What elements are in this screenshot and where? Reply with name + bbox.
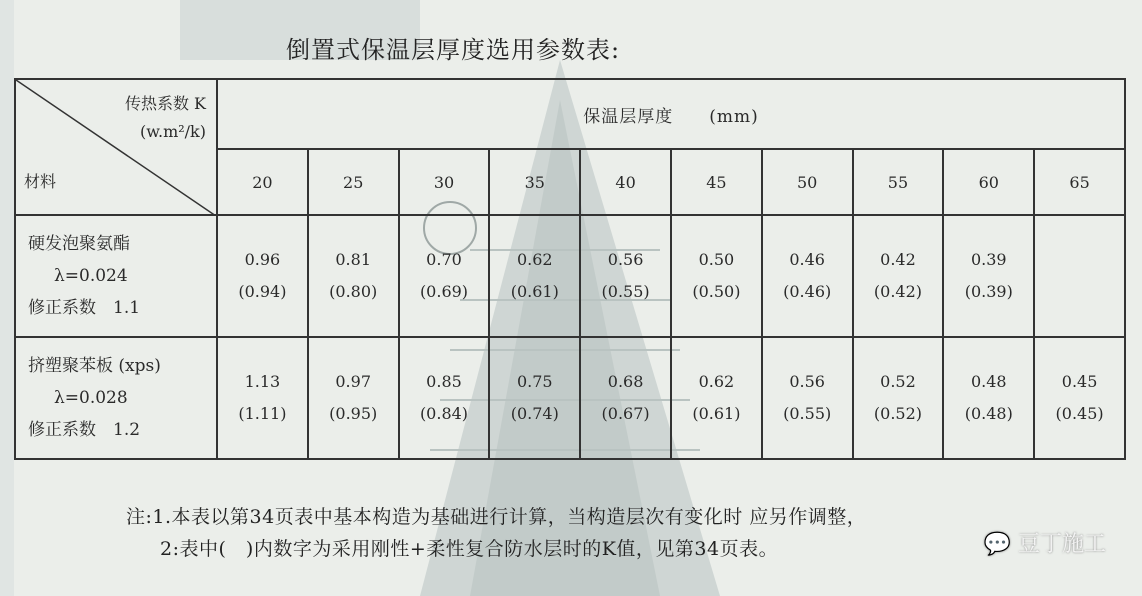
note-line-1: 注:1.本表以第34页表中基本构造为基础进行计算，当构造层次有变化时 应另作调整， bbox=[126, 506, 867, 528]
k-value-cell bbox=[489, 337, 580, 459]
thickness-cell: 35 bbox=[489, 149, 580, 215]
k-value-composite: (0.80) bbox=[329, 282, 378, 301]
k-value-cell bbox=[399, 337, 490, 459]
k-value: 0.68 bbox=[607, 372, 644, 391]
k-value-composite: (0.52) bbox=[873, 404, 923, 423]
k-header-line2: (w.m²/k) bbox=[139, 122, 206, 141]
k-value: 0.48 bbox=[970, 372, 1007, 391]
material-name: 硬发泡聚氨酯 bbox=[28, 234, 130, 254]
k-value-cell bbox=[853, 215, 944, 337]
material-cell bbox=[15, 337, 217, 459]
k-value-composite: (0.61) bbox=[692, 404, 741, 423]
k-value-composite: (0.95) bbox=[329, 404, 378, 423]
thickness-cell: 40 bbox=[580, 149, 671, 215]
watermark bbox=[984, 527, 1106, 558]
k-value-composite: (0.50) bbox=[692, 282, 741, 301]
k-value-composite: (0.61) bbox=[510, 282, 559, 301]
k-value-cell bbox=[671, 337, 762, 459]
k-value-cell bbox=[1034, 215, 1125, 337]
k-value-cell bbox=[217, 215, 308, 337]
k-value: 0.46 bbox=[789, 250, 825, 269]
k-value-cell bbox=[308, 337, 399, 459]
k-value: 0.42 bbox=[880, 250, 916, 269]
k-value: 0.97 bbox=[335, 372, 371, 391]
k-value-cell bbox=[399, 215, 490, 337]
k-value-composite: (0.42) bbox=[873, 282, 923, 301]
material-name: 挤塑聚苯板 (xps) bbox=[28, 356, 161, 376]
k-value-cell bbox=[580, 337, 671, 459]
k-value: 0.56 bbox=[789, 372, 825, 391]
page-title: 倒置式保温层厚度选用参数表: bbox=[286, 36, 621, 64]
chat-bubble-icon: 💬 bbox=[983, 532, 1011, 557]
k-value: 0.52 bbox=[880, 372, 916, 391]
thickness-cell: 50 bbox=[762, 149, 853, 215]
k-value-cell bbox=[308, 215, 399, 337]
thickness-cell: 55 bbox=[853, 149, 944, 215]
k-value: 0.45 bbox=[1061, 372, 1098, 391]
k-value-composite: (0.45) bbox=[1055, 404, 1104, 423]
k-value: 0.85 bbox=[426, 372, 462, 391]
k-header bbox=[125, 90, 206, 146]
k-value: 0.70 bbox=[426, 250, 462, 269]
k-value-cell bbox=[762, 337, 853, 459]
note-line-2: 2:表中( )内数字为采用刚性+柔性复合防水层时的K值，见第34页表。 bbox=[160, 538, 779, 560]
material-header: 材料 bbox=[24, 172, 57, 191]
header-corner-cell bbox=[15, 79, 217, 215]
k-value-composite: (0.74) bbox=[510, 404, 559, 423]
k-value-composite: (0.84) bbox=[419, 404, 469, 423]
watermark-text: 豆丁施工 bbox=[1017, 532, 1106, 557]
material-lambda: λ=0.028 bbox=[54, 388, 128, 408]
k-value: 0.75 bbox=[516, 372, 553, 391]
k-header-line1: 传热系数 K bbox=[124, 94, 206, 113]
k-value: 0.81 bbox=[335, 250, 371, 269]
k-value-composite: (0.39) bbox=[964, 282, 1013, 301]
k-value-cell bbox=[853, 337, 944, 459]
k-value-cell bbox=[762, 215, 853, 337]
k-value-cell bbox=[943, 215, 1034, 337]
thickness-cell: 30 bbox=[399, 149, 490, 215]
k-value: 0.62 bbox=[516, 250, 553, 269]
k-value: 0.62 bbox=[698, 372, 735, 391]
k-value: 0.96 bbox=[244, 250, 281, 269]
k-value-composite: (0.94) bbox=[238, 282, 287, 301]
k-value: 0.39 bbox=[970, 250, 1007, 269]
table-row bbox=[15, 215, 1125, 337]
thickness-cell: 20 bbox=[217, 149, 308, 215]
k-value: 0.50 bbox=[698, 250, 735, 269]
k-value-composite: (0.69) bbox=[419, 282, 469, 301]
thickness-cell: 25 bbox=[308, 149, 399, 215]
k-value: 1.13 bbox=[244, 372, 281, 391]
k-value-cell bbox=[489, 215, 580, 337]
k-value-cell bbox=[580, 215, 671, 337]
k-value: 0.56 bbox=[607, 250, 644, 269]
material-factor: 修正系数 1.2 bbox=[28, 420, 141, 440]
k-value-composite: (0.46) bbox=[783, 282, 832, 301]
thickness-cell: 60 bbox=[943, 149, 1034, 215]
k-value-cell bbox=[217, 337, 308, 459]
material-lambda: λ=0.024 bbox=[54, 266, 128, 286]
parameter-table bbox=[14, 78, 1126, 460]
material-factor: 修正系数 1.1 bbox=[28, 298, 141, 318]
k-value-composite: (1.11) bbox=[238, 404, 287, 423]
thickness-header: 保温层厚度 (mm) bbox=[217, 79, 1125, 149]
thickness-cell: 65 bbox=[1034, 149, 1125, 215]
thickness-cell: 45 bbox=[671, 149, 762, 215]
k-value-cell bbox=[671, 215, 762, 337]
k-value-cell bbox=[943, 337, 1034, 459]
table-row bbox=[15, 337, 1125, 459]
k-value-composite: (0.55) bbox=[601, 282, 650, 301]
k-value-composite: (0.55) bbox=[783, 404, 832, 423]
k-value-composite: (0.48) bbox=[964, 404, 1013, 423]
k-value-cell bbox=[1034, 337, 1125, 459]
material-cell bbox=[15, 215, 217, 337]
k-value-composite: (0.67) bbox=[601, 404, 650, 423]
